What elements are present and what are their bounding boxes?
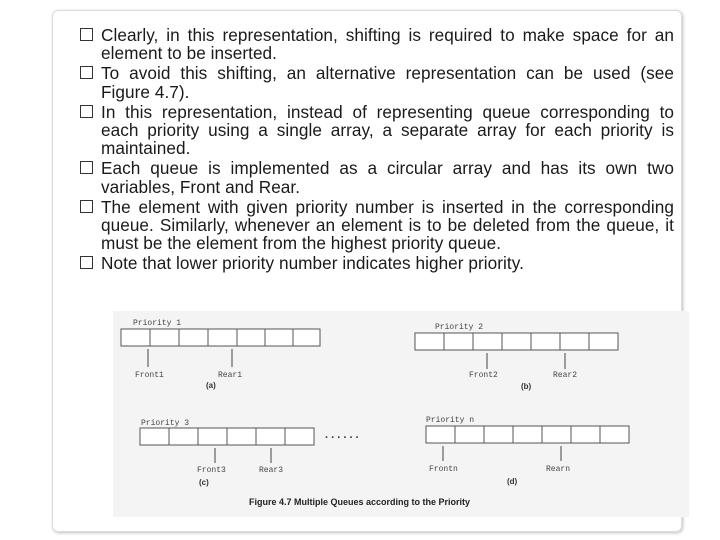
priority-label: Priority 1 [133, 319, 182, 328]
priority-label: Priority n [426, 416, 475, 425]
checkbox-bullet-icon [80, 105, 93, 118]
rear-label: Rear2 [553, 371, 578, 380]
front-label: Front3 [197, 466, 226, 475]
bullet-item [80, 103, 674, 158]
rear-label: Rear1 [218, 371, 243, 380]
panel-sub-label: (c) [199, 478, 209, 487]
queue-array [121, 329, 320, 346]
figure-multiple-queues [113, 311, 689, 517]
front-label: Front1 [135, 371, 164, 380]
bullet-item [80, 254, 674, 272]
priority-label: Priority 2 [435, 323, 484, 332]
queue-panel-b [415, 323, 618, 391]
queue-panel-c [140, 419, 314, 487]
checkbox-bullet-icon [80, 66, 93, 79]
bullet-item [80, 198, 674, 253]
bullet-text: Clearly, in this representation, shifting is required to make space for an element to be inserted. [101, 25, 674, 64]
queue-array [140, 428, 314, 445]
figure-caption: Figure 4.7 Multiple Queues according to the Priority [249, 497, 471, 507]
panel-sub-label: (d) [507, 477, 518, 486]
front-label: Front2 [469, 371, 498, 380]
queue-array [426, 426, 629, 443]
checkbox-bullet-icon [80, 256, 93, 269]
checkbox-bullet-icon [80, 200, 93, 213]
checkbox-bullet-icon [80, 161, 93, 174]
bullet-text: In this representation, instead of representing queue corresponding to each priority using a single array, a separate array for each priority is maintained. [101, 101, 674, 159]
bullet-text: The element with given priority number is inserted in the corresponding queue. Similarly, whenever an element is to be deleted from the queue, it must be the element from the highest priority queue. [101, 196, 674, 254]
bullet-text: Note that lower priority number indicates higher priority. [101, 253, 524, 274]
bullet-text: To avoid this shifting, an alternative representation can be used (see Figure 4.7). [101, 63, 674, 102]
priority-label: Priority 3 [141, 419, 190, 428]
bullet-item [80, 26, 674, 63]
queue-panel-d [426, 416, 629, 486]
panel-sub-label: (b) [521, 382, 532, 391]
bullet-item [80, 159, 674, 196]
checkbox-bullet-icon [80, 28, 93, 41]
queue-array [415, 333, 618, 350]
queue-panel-a [121, 319, 320, 390]
bullet-list [80, 26, 674, 274]
bullet-text: Each queue is implemented as a circular array and has its own two variables, Front and Rear. [101, 158, 674, 197]
front-label: Frontn [429, 465, 458, 474]
panel-sub-label: (a) [206, 381, 216, 390]
rear-label: Rear3 [259, 466, 284, 475]
rear-label: Rearn [546, 465, 571, 474]
bullet-item [80, 64, 674, 101]
queues-ellipsis: . . . . . . [325, 429, 359, 441]
